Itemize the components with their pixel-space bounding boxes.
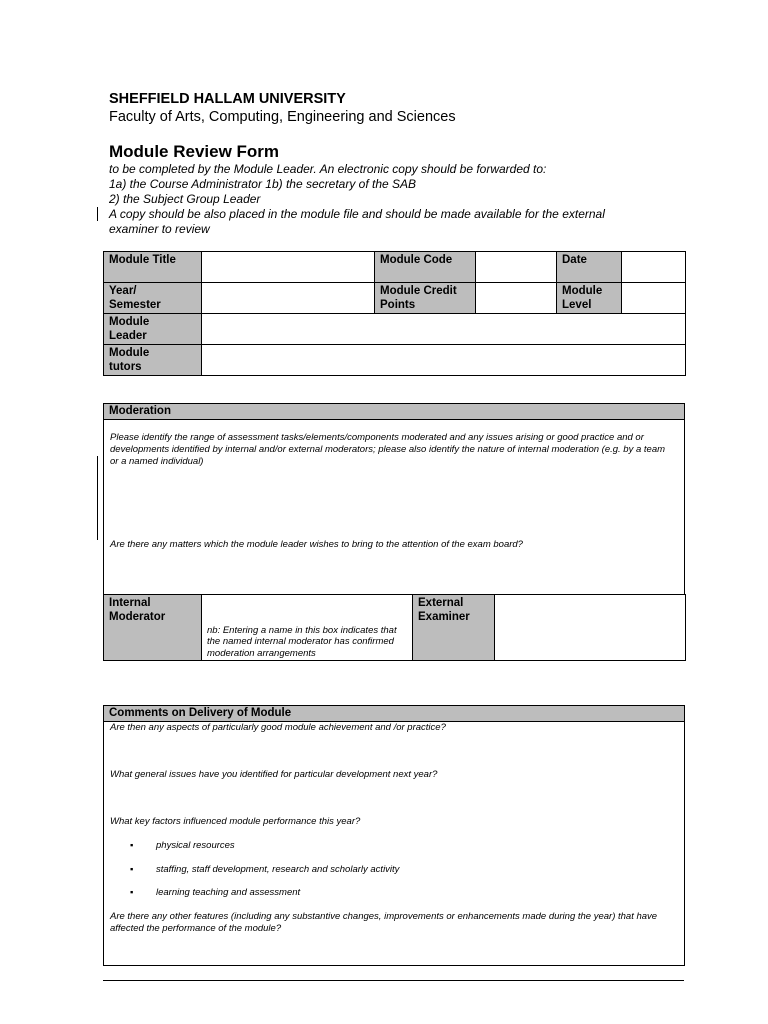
- intro-line: 1a) the Course Administrator 1b) the secretary of the SAB: [109, 177, 417, 191]
- label-line: Moderator: [109, 611, 166, 623]
- label-line: Leader: [109, 330, 147, 342]
- external-examiner-label: [413, 595, 495, 661]
- module-title-field[interactable]: [202, 252, 375, 283]
- text-cursor-mark: [97, 207, 98, 221]
- label-line: External: [418, 597, 464, 609]
- moderation-heading: Moderation: [104, 404, 684, 420]
- label-line: Points: [380, 299, 416, 311]
- exam-board-question: Are there any matters which the module leader wishes to bring to the attention of the exam board?: [110, 539, 523, 550]
- bullet-item: staffing, staff development, research and scholarly activity: [156, 864, 400, 875]
- module-code-label: Module Code: [375, 252, 476, 283]
- faculty-name: Faculty of Arts, Computing, Engineering and Sciences: [109, 109, 456, 125]
- label-line: Semester: [109, 299, 161, 311]
- credit-points-field[interactable]: [476, 283, 557, 314]
- intro-line: A copy should be also placed in the module file and should be made available for the external: [109, 207, 605, 221]
- moderation-response-area[interactable]: [104, 420, 684, 594]
- margin-change-bar: [97, 456, 98, 540]
- year-semester-label: [104, 283, 202, 314]
- intro-line: 2) the Subject Group Leader: [109, 192, 261, 206]
- delivery-question-other-features: Are there any other features (including any substantive changes, improvements or enhancements made during the year) that have affected the performance of the module?: [110, 911, 658, 934]
- module-code-field[interactable]: [476, 252, 557, 283]
- bullet-marker: ▪: [130, 864, 134, 875]
- module-details-table: [103, 251, 686, 376]
- credit-points-label: [375, 283, 476, 314]
- module-leader-field[interactable]: [202, 314, 686, 345]
- label-line: Level: [562, 299, 592, 311]
- label-line: Year/: [109, 285, 137, 297]
- intro-line: examiner to review: [109, 222, 210, 236]
- delivery-heading: Comments on Delivery of Module: [104, 706, 684, 722]
- module-level-field[interactable]: [622, 283, 686, 314]
- year-semester-field[interactable]: [202, 283, 375, 314]
- module-leader-label: [104, 314, 202, 345]
- label-line: Examiner: [418, 611, 470, 623]
- module-tutors-label: [104, 345, 202, 376]
- delivery-question-development: What general issues have you identified for particular development next year?: [110, 769, 438, 780]
- module-title-label: Module Title: [104, 252, 202, 283]
- form-title: Module Review Form: [109, 142, 280, 161]
- label-line: Module: [562, 285, 603, 297]
- delivery-question-good-practice: Are then any aspects of particularly good module achievement and /or practice?: [110, 722, 446, 733]
- bullet-marker: ▪: [130, 887, 134, 898]
- label-line: Module Credit: [380, 285, 457, 297]
- moderation-section: [103, 403, 685, 595]
- date-field[interactable]: [622, 252, 686, 283]
- university-name: SHEFFIELD HALLAM UNIVERSITY: [109, 91, 346, 107]
- delivery-question-key-factors: What key factors influenced module performance this year?: [110, 816, 361, 827]
- intro-line: to be completed by the Module Leader. An electronic copy should be forwarded to:: [109, 162, 547, 176]
- intro-text: [109, 162, 684, 237]
- delivery-section: [103, 705, 685, 966]
- label-line: tutors: [109, 361, 142, 373]
- module-tutors-field[interactable]: [202, 345, 686, 376]
- internal-moderator-label: [104, 595, 202, 661]
- bottom-divider: [103, 980, 684, 981]
- label-line: Internal: [109, 597, 151, 609]
- module-level-label: [557, 283, 622, 314]
- moderator-note: nb: Entering a name in this box indicates that the named internal moderator has confirmed moderation arrangements: [207, 624, 397, 659]
- bullet-item: learning teaching and assessment: [156, 887, 301, 898]
- bullet-item: physical resources: [156, 840, 235, 851]
- external-examiner-field[interactable]: [495, 595, 686, 661]
- bullet-marker: ▪: [130, 840, 134, 851]
- date-label: Date: [557, 252, 622, 283]
- moderator-table: [103, 594, 686, 661]
- label-line: Module: [109, 347, 150, 359]
- moderation-instruction: Please identify the range of assessment tasks/elements/components moderated and any issues arising or good practice and or developments identified by internal and/or external moderators; please also identify the nature of internal moderation (e.g. by a team or a named individual): [110, 432, 666, 467]
- internal-moderator-field[interactable]: [202, 595, 413, 661]
- label-line: Module: [109, 316, 150, 328]
